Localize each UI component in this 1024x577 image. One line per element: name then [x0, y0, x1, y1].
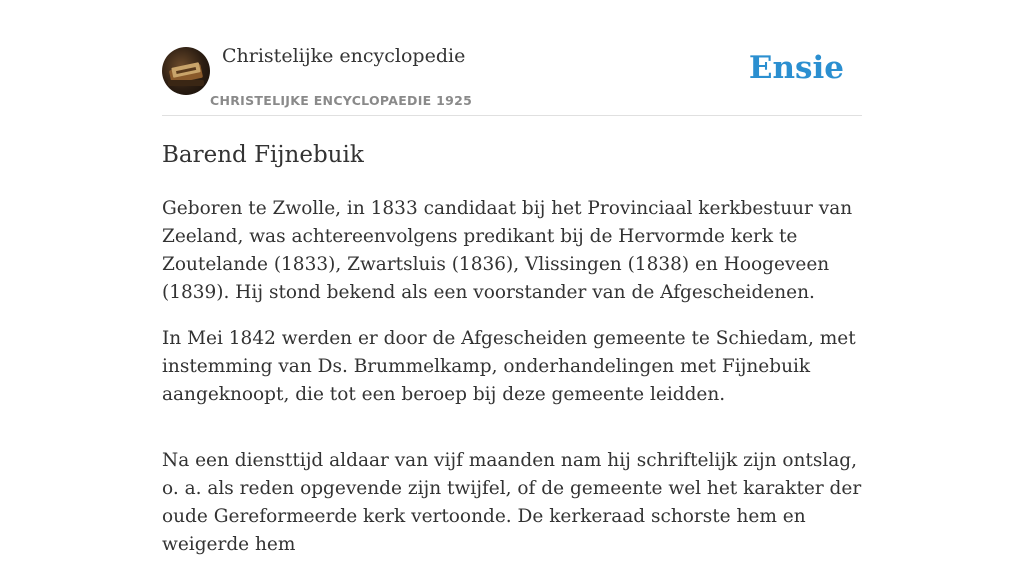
- article-paragraph: Geboren te Zwolle, in 1833 candidaat bij het Provinciaal kerkbestuur van Zeeland, was achtereenvolgens predikant bij de Hervormde kerk te Zoutelande (1833), Zwartsluis (1836), Vlissingen (1838) en Hoogeveen (1839). Hij stond bekend als een voorstander van de Afgescheidenen.: [162, 198, 853, 303]
- book-icon: [162, 47, 210, 95]
- article-title: Barend Fijnebuik: [162, 142, 364, 168]
- collection-name[interactable]: CHRISTELIJKE ENCYCLOPAEDIE 1925: [210, 93, 473, 108]
- article-paragraph: Na een diensttijd aldaar van vijf maanden nam hij schriftelijk zijn ontslag, o. a. als reden opgevende zijn twijfel, of de gemeente wel het karakter der oude Gereformeerde kerk vertoonde. De kerkeraad schorste hem en weigerde hem: [162, 450, 862, 555]
- article-paragraph: In Mei 1842 werden er door de Afgescheiden gemeente te Schiedam, met instemming van Ds. Brummelkamp, onderhandelingen met Fijnebuik aangeknoopt, die tot een beroep bij deze gemeente leidden.: [162, 328, 856, 405]
- site-header: [162, 0, 862, 116]
- article: [162, 139, 862, 577]
- brand-logo[interactable]: Ensie: [748, 50, 844, 86]
- collection-avatar[interactable]: [162, 47, 210, 95]
- site-name[interactable]: Christelijke encyclopedie: [222, 45, 466, 67]
